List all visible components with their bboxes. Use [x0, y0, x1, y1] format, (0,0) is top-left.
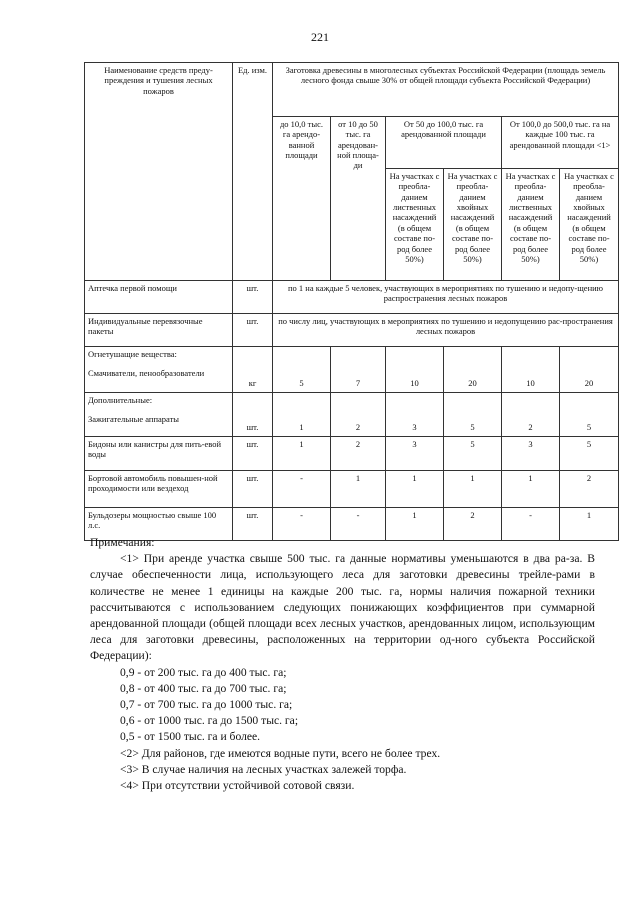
- note-4: <4> При отсутствии устойчивой сотовой связи.: [120, 779, 355, 793]
- row-name: Бортовой автомобиль повышен-ной проходимости или вездеход: [85, 471, 233, 508]
- cell-value: 5: [560, 393, 619, 437]
- header-col-up-to-10: до 10,0 тыс. га арендо-ванной площади: [273, 117, 331, 281]
- row-name: Бульдозеры мощностью свыше 100 л.с.: [85, 508, 233, 541]
- cell-value: 10: [386, 347, 444, 393]
- fire-equipment-norms-table: [84, 62, 619, 541]
- cell-value: 1: [502, 471, 560, 508]
- header-col-100-to-500: От 100,0 до 500,0 тыс. га на каждые 100 тыс. га арендованной площади <1>: [502, 117, 619, 169]
- cell-value: 1: [331, 471, 386, 508]
- subheader-deciduous: На участках с преобла-данием лиственных насаждений (в общем составе по-род более 50%): [386, 169, 444, 281]
- row-name: Бидоны или канистры для пить-евой воды: [85, 437, 233, 471]
- row-name: Аптечка первой помощи: [85, 281, 233, 314]
- cell-value: 2: [560, 471, 619, 508]
- cell-value: 2: [444, 508, 502, 541]
- note-3: <3> В случае наличия на лесных участках залежей торфа.: [120, 762, 407, 776]
- header-col-10-to-50: от 10 до 50 тыс. га арендован-ной площа-ди: [331, 117, 386, 281]
- cell-value: 1: [273, 393, 331, 437]
- notes-section: [90, 535, 595, 794]
- subheader-coniferous: На участках с преобла-данием хвойных насаждений (в общем составе по-род более 50%): [560, 169, 619, 281]
- cell-value: 1: [560, 508, 619, 541]
- table-row: [85, 347, 619, 393]
- row-unit: шт.: [233, 314, 273, 347]
- table-row: [85, 314, 619, 347]
- row-unit: шт.: [233, 437, 273, 471]
- cell-value: 5: [444, 437, 502, 471]
- cell-value: 2: [502, 393, 560, 437]
- cell-value: 5: [560, 437, 619, 471]
- cell-value: 20: [444, 347, 502, 393]
- note-2: <2> Для районов, где имеются водные пути, всего не более трех.: [120, 746, 441, 760]
- note-1: <1> При аренде участка свыше 500 тыс. га данные нормативы уменьшаются в два ра-за. В случае обеспеченности лица, использующего леса для заготовки древесины трейле-рами в количестве не менее 1 единицы на каждые 200 тыс. га, нормы наличия пожарной техники рассчитываются с использованием следующих понижающих коэффициентов при суммарной арендованной площади (общей площади всех лесных участков, арендованных лицом, использующим леса для заготовки древесины, расположенных на территории од-ного субъекта Российской Федерации):: [90, 552, 595, 663]
- row-unit: шт.: [233, 281, 273, 314]
- cell-value: 3: [502, 437, 560, 471]
- header-col-50-to-100: От 50 до 100,0 тыс. га арендованной площади: [386, 117, 502, 169]
- cell-value: 1: [444, 471, 502, 508]
- cell-value: -: [273, 508, 331, 541]
- subheader-deciduous: На участках с преобла-данием лиственных насаждений (в общем составе по-род более 50%): [502, 169, 560, 281]
- page-number: 221: [311, 30, 329, 44]
- row-unit: шт.: [233, 393, 273, 437]
- table-row: [85, 437, 619, 471]
- row-unit: шт.: [233, 508, 273, 541]
- section-heading: Огнетушащие вещества:: [88, 349, 177, 359]
- coefficient-item: 0,9 - от 200 тыс. га до 400 тыс. га;: [120, 665, 287, 679]
- cell-value: 5: [444, 393, 502, 437]
- coefficient-item: 0,7 - от 700 тыс. га до 1000 тыс. га;: [120, 698, 293, 712]
- cell-value: 1: [386, 508, 444, 541]
- table-row: [85, 281, 619, 314]
- row-note: по 1 на каждые 5 человек, участвующих в мероприятиях по тушению и недопу-щению распространения лесных пожаров: [273, 281, 619, 314]
- table-row: [85, 471, 619, 508]
- cell-value: 2: [331, 393, 386, 437]
- row-unit: кг: [233, 347, 273, 393]
- coefficient-item: 0,8 - от 400 тыс. га до 700 тыс. га;: [120, 681, 287, 695]
- header-unit-column: Ед. изм.: [233, 63, 273, 281]
- cell-value: 7: [331, 347, 386, 393]
- cell-value: 1: [273, 437, 331, 471]
- coefficient-item: 0,5 - от 1500 тыс. га и более.: [120, 730, 261, 744]
- table-row: [85, 393, 619, 437]
- notes-title: Примечания:: [90, 536, 155, 549]
- row-name: Индивидуальные перевязочные пакеты: [85, 314, 233, 347]
- cell-value: 3: [386, 437, 444, 471]
- row-note: по числу лиц, участвующих в мероприятиях по тушению и недопущению рас-пространения лесных пожаров: [273, 314, 619, 347]
- cell-value: 5: [273, 347, 331, 393]
- cell-value: 3: [386, 393, 444, 437]
- section-heading: Дополнительные:: [88, 395, 153, 405]
- cell-value: -: [331, 508, 386, 541]
- row-name: Зажигательные аппараты: [88, 414, 180, 425]
- header-name-column: Наименование средств преду-преждения и тушения лесных пожаров: [85, 63, 233, 281]
- cell-value: -: [273, 471, 331, 508]
- cell-value: 2: [331, 437, 386, 471]
- coefficient-item: 0,6 - от 1000 тыс. га до 1500 тыс. га;: [120, 714, 299, 728]
- cell-value: 1: [386, 471, 444, 508]
- row-unit: шт.: [233, 471, 273, 508]
- cell-value: 10: [502, 347, 560, 393]
- cell-value: 20: [560, 347, 619, 393]
- header-group-title: Заготовка древесины в многолесных субъектах Российской Федерации (площадь земель лесного фонда свыше 30% от общей площади субъекта Российской Федерации): [273, 63, 619, 117]
- row-name: Смачиватели, пенообразователи: [88, 368, 205, 379]
- subheader-coniferous: На участках с преобла-данием хвойных насаждений (в общем составе по-род более 50%): [444, 169, 502, 281]
- cell-value: -: [502, 508, 560, 541]
